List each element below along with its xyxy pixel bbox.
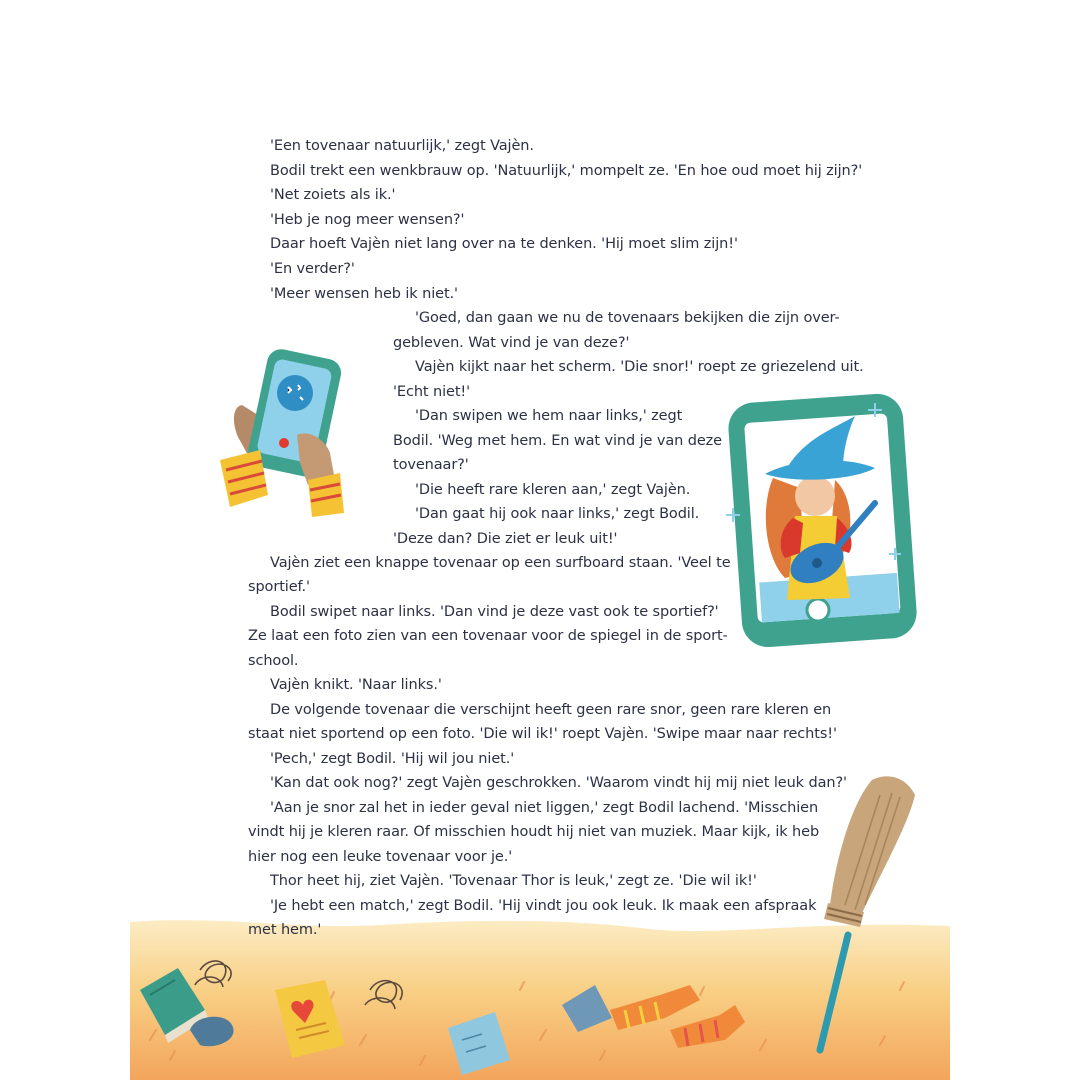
text-line: 'Deze dan? Die ziet er leuk uit!' [393, 531, 618, 547]
text-line: 'Meer wensen heb ik niet.' [270, 286, 458, 302]
text-line: met hem.' [248, 922, 322, 938]
text-line: staat niet sportend op een foto. 'Die wil ik!' roept Vajèn. 'Swipe maar naar rechts!' [248, 726, 837, 742]
text-line: 'Je hebt een match,' zegt Bodil. 'Hij vindt jou ook leuk. Ik maak een afspraak [270, 898, 817, 914]
text-line: 'Net zoiets als ik.' [270, 187, 396, 203]
text-line: sportief.' [248, 579, 310, 595]
text-line: Thor heet hij, ziet Vajèn. 'Tovenaar Thor is leuk,' zegt ze. 'Die wil ik!' [270, 873, 757, 889]
text-line: Vajèn ziet een knappe tovenaar op een surfboard staan. 'Veel te [270, 555, 731, 571]
text-line: 'Heb je nog meer wensen?' [270, 212, 465, 228]
text-line: 'Pech,' zegt Bodil. 'Hij wil jou niet.' [270, 751, 515, 767]
text-line: 'En verder?' [270, 261, 355, 277]
text-line: school. [248, 653, 299, 669]
phone-witch-guitar-icon [725, 388, 925, 658]
text-line: gebleven. Wat vind je van deze?' [393, 335, 630, 351]
text-line: 'Die heeft rare kleren aan,' zegt Vajèn. [415, 482, 691, 498]
text-line: 'Aan je snor zal het in ieder geval niet liggen,' zegt Bodil lachend. 'Misschien [270, 800, 819, 816]
text-line: De volgende tovenaar die verschijnt heeft geen rare snor, geen rare kleren en [270, 702, 832, 718]
broom-icon [800, 765, 930, 1055]
text-line: Vajèn knikt. 'Naar links.' [270, 677, 442, 693]
text-line: Bodil trekt een wenkbrauw op. 'Natuurlijk,' mompelt ze. 'En hoe oud moet hij zijn?' [270, 163, 863, 179]
text-line: vindt hij je kleren raar. Of misschien houdt hij niet van muziek. Maar kijk, ik heb [248, 824, 820, 840]
text-line: 'Dan gaat hij ook naar links,' zegt Bodil. [415, 506, 700, 522]
hand-holding-phone-icon [212, 345, 352, 525]
text-line: 'Kan dat ook nog?' zegt Vajèn geschrokken. 'Waarom vindt hij mij niet leuk dan?' [270, 775, 847, 791]
text-line: 'Dan swipen we hem naar links,' zegt [415, 408, 683, 424]
text-line: 'Echt niet!' [393, 384, 471, 400]
text-line: Bodil. 'Weg met hem. En wat vind je van deze [393, 433, 722, 449]
text-line: Bodil swipet naar links. 'Dan vind je deze vast ook te sportief?' [270, 604, 719, 620]
text-line: 'Goed, dan gaan we nu de tovenaars bekijken die zijn over- [415, 310, 840, 326]
text-line: hier nog een leuke tovenaar voor je.' [248, 849, 513, 865]
text-line: Vajèn kijkt naar het scherm. 'Die snor!' roept ze griezelend uit. [415, 359, 864, 375]
text-line: 'Een tovenaar natuurlijk,' zegt Vajèn. [270, 138, 534, 154]
text-line: tovenaar?' [393, 457, 469, 473]
text-line: Ze laat een foto zien van een tovenaar voor de spiegel in de sport- [248, 628, 728, 644]
text-line: Daar hoeft Vajèn niet lang over na te denken. 'Hij moet slim zijn!' [270, 236, 738, 252]
